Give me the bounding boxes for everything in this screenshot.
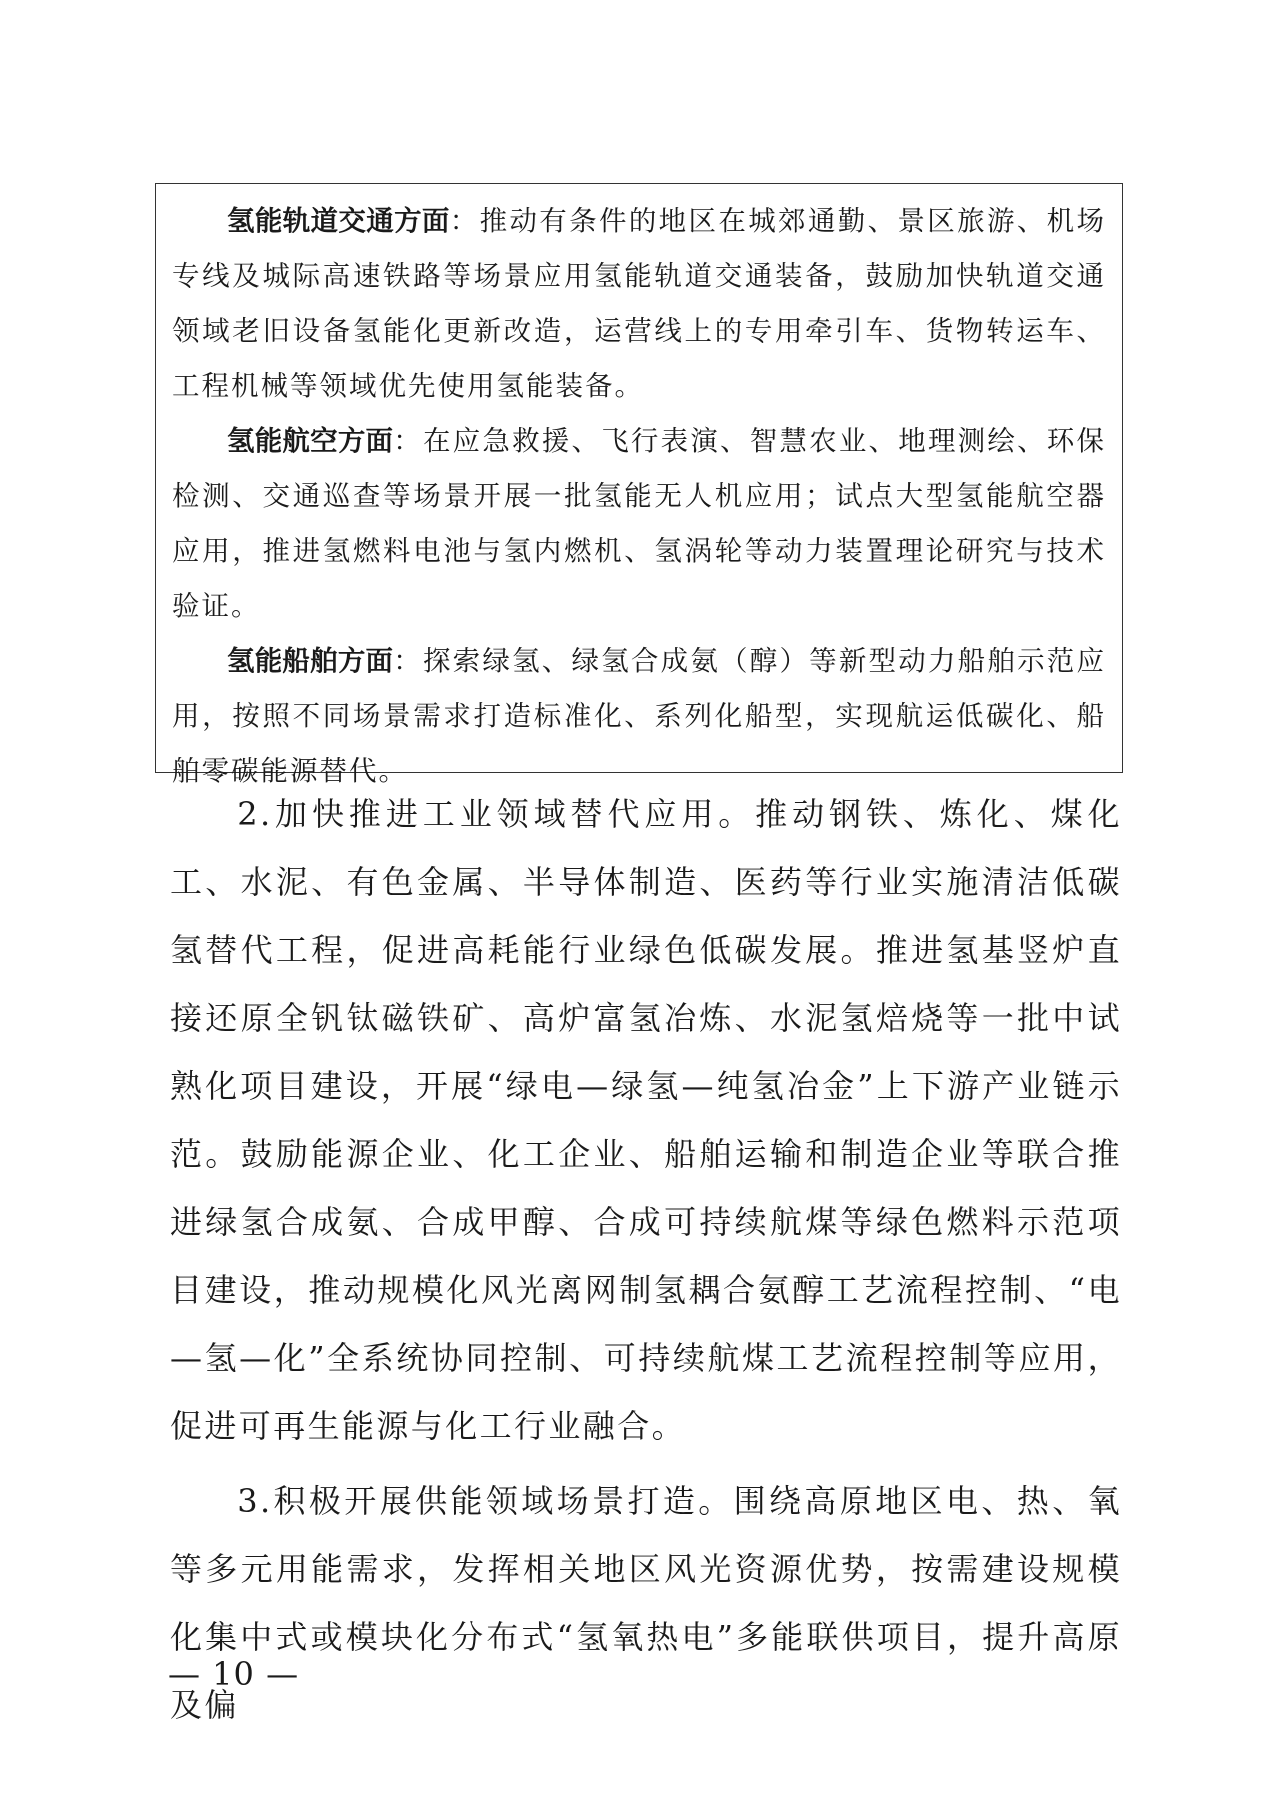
box-item-aviation [172, 414, 1106, 634]
paragraph-industry [170, 780, 1122, 1460]
paragraph-energy-supply-text: 3.积极开展供能领域场景打造。围绕高原地区电、热、氧等多元用能需求，发挥相关地区风光资源优势，按需建设规模化集中式或模块化分布式“氢氧热电”多能联供项目，提升高原及偏 [170, 1482, 1122, 1724]
box-item-ships [172, 634, 1106, 799]
highlight-box [155, 183, 1123, 787]
box-text-aviation: ：在应急救援、飞行表演、智慧农业、地理测绘、环保检测、交通巡查等场景开展一批氢能无人机应用；试点大型氢能航空器应用，推进氢燃料电池与氢内燃机、氢涡轮等动力装置理论研究与技术验证。 [172, 425, 1107, 622]
paragraph-industry-text: 2.加快推进工业领域替代应用。推动钢铁、炼化、煤化工、水泥、有色金属、半导体制造、医药等行业实施清洁低碳氢替代工程，促进高耗能行业绿色低碳发展。推进氢基竖炉直接还原全钒钛磁铁矿、高炉富氢冶炼、水泥氢焙烧等一批中试熟化项目建设，开展“绿电—绿氢—纯氢冶金”上下游产业链示范。鼓励能源企业、化工企业、船舶运输和制造企业等联合推进绿氢合成氨、合成甲醇、合成可持续航煤等绿色燃料示范项目建设，推动规模化风光离网制氢耦合氨醇工艺流程控制、“电—氢—化”全系统协同控制、可持续航煤工艺流程控制等应用，促进可再生能源与化工行业融合。 [170, 795, 1122, 1445]
box-heading-aviation: 氢能航空方面 [227, 425, 394, 457]
page-number: — 10 — [168, 1655, 300, 1693]
box-text-ships: ：探索绿氢、绿氢合成氨（醇）等新型动力船舶示范应用，按照不同场景需求打造标准化、系列化船型，实现航运低碳化、船舶零碳能源替代。 [172, 645, 1107, 787]
box-item-rail-transit [172, 194, 1106, 414]
box-text-rail: ：推动有条件的地区在城郊通勤、景区旅游、机场专线及城际高速铁路等场景应用氢能轨道交通装备，鼓励加快轨道交通领域老旧设备氢能化更新改造，运营线上的专用牵引车、货物转运车、工程机械等领域优先使用氢能装备。 [172, 205, 1107, 402]
box-heading-ships: 氢能船舶方面 [227, 645, 394, 677]
paragraph-energy-supply [170, 1467, 1122, 1739]
box-heading-rail: 氢能轨道交通方面 [227, 205, 450, 237]
